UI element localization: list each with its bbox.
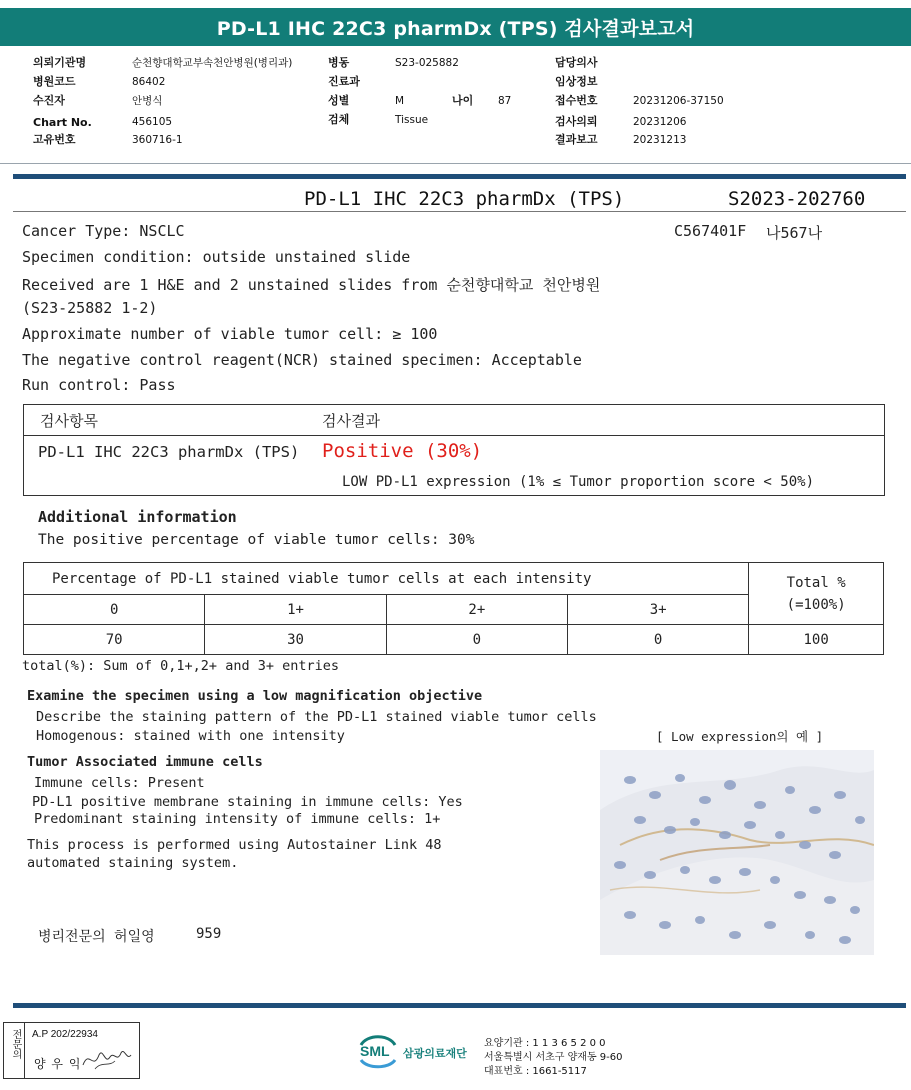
header-label-age: 나이 [452,94,474,107]
intensity-col-1plus: 1+ [205,595,386,625]
header-label-clinical-info: 임상정보 [555,75,598,88]
immune-line-3: Predominant staining intensity of immune cells: 1+ [34,811,441,827]
header-label-report-date: 결과보고 [555,133,598,146]
code-number: C567401F [674,222,747,240]
header-label-request-date: 검사의뢰 [555,115,598,128]
header-value-institution: 순천향대학교부속천안병원(병리과) [132,57,293,69]
header-value-unique-no: 360716-1 [132,134,183,146]
positive-percentage: The positive percentage of viable tumor cells: 30% [38,532,475,548]
header-label-department: 진료과 [328,75,360,88]
footer-address: 서울특별시 서초구 양재동 9-60 [484,1052,623,1063]
received-slides-ref: (S23-25882 1-2) [22,299,158,317]
examine-line-1: Describe the staining pattern of the PD-L1 stained viable tumor cells [36,709,597,725]
pathologist-signer-name: 양 우 익 [34,1057,82,1071]
histology-example-image [600,750,874,955]
immune-line-1: Immune cells: Present [34,775,205,791]
header-value-ward: S23-025882 [395,57,459,69]
intensity-value-0: 70 [24,625,205,655]
intensity-total-subheader: (=100%) [786,596,846,613]
additional-info-heading: Additional information [38,508,237,526]
result-value-positive: Positive (30%) [322,440,483,462]
header-value-patient: 안병식 [132,95,163,107]
intensity-col-3plus: 3+ [567,595,748,625]
result-box-divider [24,435,884,436]
intensity-value-3plus: 0 [567,625,748,655]
sml-logo [357,1032,399,1070]
intensity-col-2plus: 2+ [386,595,567,625]
report-title-bar [0,8,911,46]
header-label-institution: 의뢰기관명 [33,56,87,69]
code-number-2: 나567나 [766,224,823,242]
result-col-item-header: 검사항목 [40,412,98,430]
result-interpretation: LOW PD-L1 expression (1% ≤ Tumor proportion score < 50%) [342,474,815,490]
immune-line-2: PD-L1 positive membrane staining in immune cells: Yes [32,794,463,810]
pathologist-name: 병리전문의 허일영 [38,929,155,945]
stamp-label-cell [4,1023,25,1078]
intensity-table-header: Percentage of PD-L1 stained viable tumor cells at each intensity [24,563,749,595]
header-value-receipt-no: 20231206-37150 [633,95,724,107]
footer-institution-code: 요양기관 : 1 1 3 6 5 2 0 0 [484,1038,606,1049]
header-value-chart-no: 456105 [132,116,173,128]
header-label-hospital-code: 병원코드 [33,75,76,88]
top-rule [13,174,906,179]
process-line-2: automated staining system. [27,855,239,871]
viable-tumor-cells: Approximate number of viable tumor cell: ≥ 100 [22,325,438,343]
result-box [23,404,885,496]
header-label-specimen: 검체 [328,113,350,126]
subtitle-underline [13,211,906,212]
header-value-specimen: Tissue [395,114,429,126]
intensity-table-note: total(%): Sum of 0,1+,2+ and 3+ entries [22,658,339,674]
header-value-age: 87 [498,95,512,107]
stamp-label: 전문의 [10,1029,21,1059]
header-value-sex: M [395,95,405,107]
sml-logo-text: SML [360,1043,390,1059]
intensity-table [23,562,884,655]
pathologist-number: 959 [196,926,222,942]
intensity-total-header-cell [749,563,884,625]
organization-name: 삼광의료재단 [403,1047,467,1060]
examine-heading: Examine the specimen using a low magnification objective [27,688,483,704]
header-label-unique-no: 고유번호 [33,133,76,146]
specimen-condition: Specimen condition: outside unstained slide [22,248,411,266]
header-label-ward: 병동 [328,56,350,69]
example-caption: [ Low expression의 예 ] [656,729,824,744]
intensity-value-total: 100 [749,625,884,655]
result-col-result-header: 검사결과 [322,412,380,430]
header-label-receipt-no: 접수번호 [555,94,598,107]
header-value-request-date: 20231206 [633,116,687,128]
header-label-doctor: 담당의사 [555,56,598,69]
result-test-item: PD-L1 IHC 22C3 pharmDx (TPS) [38,443,300,461]
header-label-chart-no: Chart No. [33,116,92,129]
run-control: Run control: Pass [22,376,176,394]
accession-number: S2023-202760 [728,188,866,210]
signature-box [3,1022,140,1079]
signature-image [79,1043,134,1073]
negative-control: The negative control reagent(NCR) stained specimen: Acceptable [22,351,582,369]
examine-line-2: Homogenous: stained with one intensity [36,728,345,744]
ap-number: A.P 202/22934 [32,1029,98,1040]
header-label-patient: 수진자 [33,94,65,107]
header-divider [0,163,911,164]
footer-phone: 대표번호 : 1661-5117 [484,1066,587,1077]
test-name-heading: PD-L1 IHC 22C3 pharmDx (TPS) [304,188,625,210]
header-label-sex: 성별 [328,94,350,107]
intensity-total-header: Total % [786,574,846,591]
intensity-value-2plus: 0 [386,625,567,655]
process-line-1: This process is performed using Autostainer Link 48 [27,837,442,853]
intensity-value-1plus: 30 [205,625,386,655]
bottom-rule [13,1003,906,1008]
received-slides: Received are 1 H&E and 2 unstained slides from 순천향대학교 천안병원 [22,276,601,294]
immune-heading: Tumor Associated immune cells [27,754,263,770]
cancer-type: Cancer Type: NSCLC [22,222,185,240]
header-value-report-date: 20231213 [633,134,687,146]
report-title: PD-L1 IHC 22C3 pharmDx (TPS) 검사결과보고서 [216,17,695,40]
intensity-col-0: 0 [24,595,205,625]
header-value-hospital-code: 86402 [132,76,166,88]
